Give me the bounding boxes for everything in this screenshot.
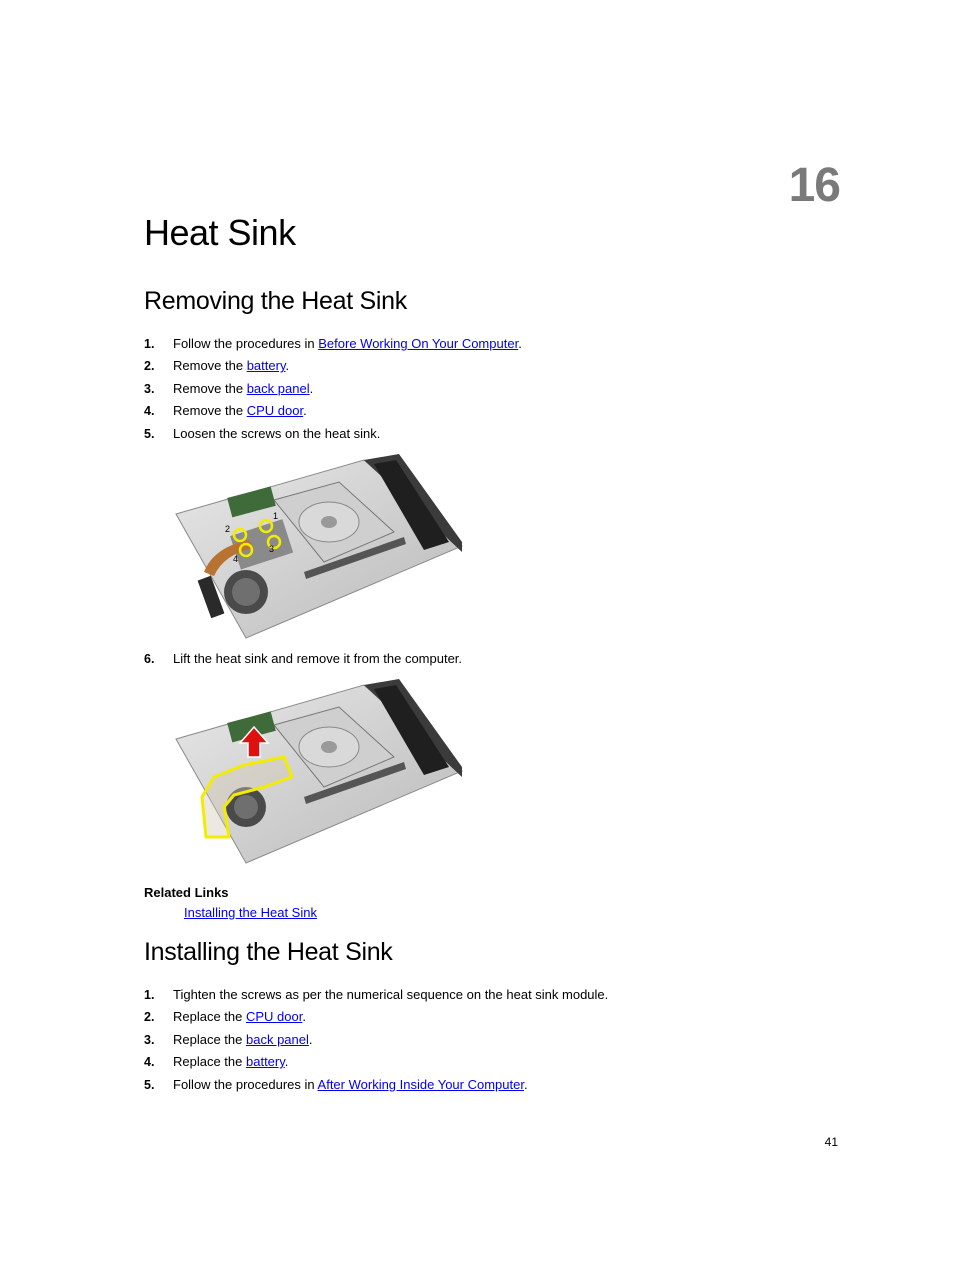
page-number: 41 (824, 1135, 838, 1149)
back-panel-link[interactable]: back panel (246, 1031, 309, 1047)
heat-sink-screws-figure (174, 452, 464, 642)
before-working-link[interactable]: Before Working On Your Computer (318, 336, 519, 351)
heat-sink-removal-figure (174, 677, 464, 867)
callout-4: 4 (233, 554, 239, 564)
removing-section-title: Removing the Heat Sink (144, 287, 407, 315)
callout-2: 2 (225, 524, 231, 534)
installing-section-title: Installing the Heat Sink (144, 938, 393, 966)
cpu-door-link[interactable]: CPU door (246, 1009, 303, 1025)
battery-link[interactable]: battery (246, 1054, 285, 1070)
back-panel-link[interactable]: back panel (246, 380, 310, 396)
chapter-number: 16 (788, 159, 840, 212)
chapter-title: Heat Sink (144, 212, 296, 253)
after-working-link[interactable]: After Working Inside Your Computer (317, 1076, 524, 1092)
callout-1: 1 (273, 511, 279, 521)
related-links-title: Related Links (144, 885, 229, 900)
callout-3: 3 (269, 544, 275, 554)
battery-link[interactable]: battery (246, 358, 286, 374)
cpu-door-link[interactable]: CPU door (246, 403, 304, 419)
installing-heat-sink-link[interactable]: Installing the Heat Sink (184, 905, 317, 920)
